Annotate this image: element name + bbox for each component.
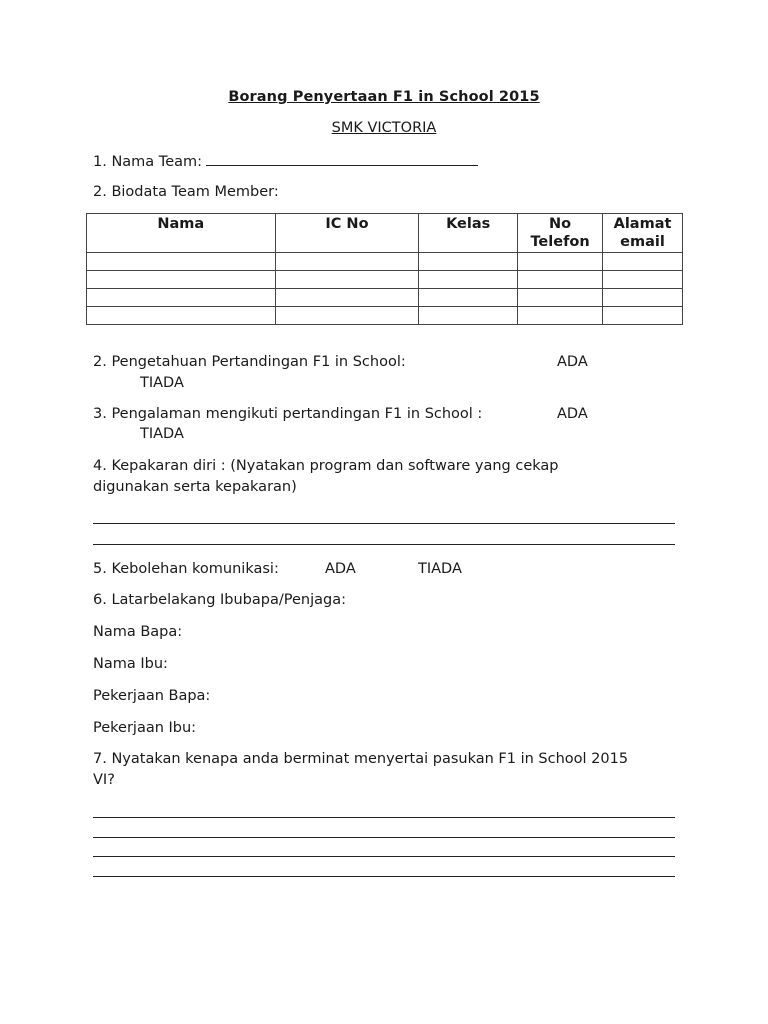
table-cell[interactable] bbox=[87, 307, 276, 325]
table-cell[interactable] bbox=[518, 289, 603, 307]
form-title: Borang Penyertaan F1 in School 2015 bbox=[228, 89, 540, 105]
table-cell[interactable] bbox=[275, 289, 419, 307]
experience-option-tiada[interactable]: TIADA bbox=[140, 426, 184, 442]
team-name-blank[interactable] bbox=[206, 151, 478, 166]
knowledge-question: 2. Pengetahuan Pertandingan F1 in School: bbox=[93, 354, 406, 370]
communication-option-ada[interactable]: ADA bbox=[325, 561, 356, 577]
communication-option-tiada[interactable]: TIADA bbox=[418, 561, 462, 577]
header-alamat-email: Alamat email bbox=[603, 214, 683, 253]
interest-answer-line[interactable] bbox=[93, 856, 675, 857]
expertise-answer-line[interactable] bbox=[93, 523, 675, 524]
interest-answer-line[interactable] bbox=[93, 817, 675, 818]
mother-name-label: Nama Ibu: bbox=[93, 656, 168, 672]
interest-answer-line[interactable] bbox=[93, 837, 675, 838]
table-cell[interactable] bbox=[275, 271, 419, 289]
table-cell[interactable] bbox=[518, 271, 603, 289]
header-nama: Nama bbox=[87, 214, 276, 253]
mother-occupation-label: Pekerjaan Ibu: bbox=[93, 720, 197, 736]
team-member-table bbox=[86, 213, 683, 325]
father-occupation-label: Pekerjaan Bapa: bbox=[93, 688, 211, 704]
expertise-question-line1: 4. Kepakaran diri : (Nyatakan program dan software yang cekap bbox=[93, 458, 559, 474]
father-name-label: Nama Bapa: bbox=[93, 624, 183, 640]
interest-question-line2: VI? bbox=[93, 772, 115, 788]
header-no-telefon: No Telefon bbox=[518, 214, 603, 253]
experience-option-ada[interactable]: ADA bbox=[557, 406, 588, 422]
header-kelas: Kelas bbox=[419, 214, 518, 253]
table-cell[interactable] bbox=[603, 271, 683, 289]
table-row bbox=[87, 271, 683, 289]
table-row bbox=[87, 307, 683, 325]
parents-background-label: 6. Latarbelakang Ibubapa/Penjaga: bbox=[93, 592, 346, 608]
expertise-question-line2: digunakan serta kepakaran) bbox=[93, 479, 297, 495]
table-cell[interactable] bbox=[603, 253, 683, 271]
table-cell[interactable] bbox=[275, 253, 419, 271]
table-row bbox=[87, 289, 683, 307]
interest-question-line1: 7. Nyatakan kenapa anda berminat menyertai pasukan F1 in School 2015 bbox=[93, 751, 629, 767]
table-cell[interactable] bbox=[87, 253, 276, 271]
table-cell[interactable] bbox=[603, 289, 683, 307]
table-header-row bbox=[87, 214, 683, 253]
table-cell[interactable] bbox=[419, 307, 518, 325]
table-cell[interactable] bbox=[518, 307, 603, 325]
knowledge-option-tiada[interactable]: TIADA bbox=[140, 375, 184, 391]
table-cell[interactable] bbox=[603, 307, 683, 325]
school-name: SMK VICTORIA bbox=[331, 120, 437, 136]
communication-question: 5. Kebolehan komunikasi: bbox=[93, 561, 279, 577]
biodata-label: 2. Biodata Team Member: bbox=[93, 184, 279, 200]
table-cell[interactable] bbox=[275, 307, 419, 325]
header-ic-no: IC No bbox=[275, 214, 419, 253]
expertise-answer-line[interactable] bbox=[93, 544, 675, 545]
table-row bbox=[87, 253, 683, 271]
interest-answer-line[interactable] bbox=[93, 876, 675, 877]
knowledge-option-ada[interactable]: ADA bbox=[557, 354, 588, 370]
table-cell[interactable] bbox=[419, 253, 518, 271]
table-cell[interactable] bbox=[419, 271, 518, 289]
team-name-question bbox=[93, 151, 478, 171]
table-cell[interactable] bbox=[87, 289, 276, 307]
table-cell[interactable] bbox=[419, 289, 518, 307]
experience-question: 3. Pengalaman mengikuti pertandingan F1 in School : bbox=[93, 406, 483, 422]
team-name-label: 1. Nama Team: bbox=[93, 154, 203, 170]
table-cell[interactable] bbox=[87, 271, 276, 289]
table-cell[interactable] bbox=[518, 253, 603, 271]
